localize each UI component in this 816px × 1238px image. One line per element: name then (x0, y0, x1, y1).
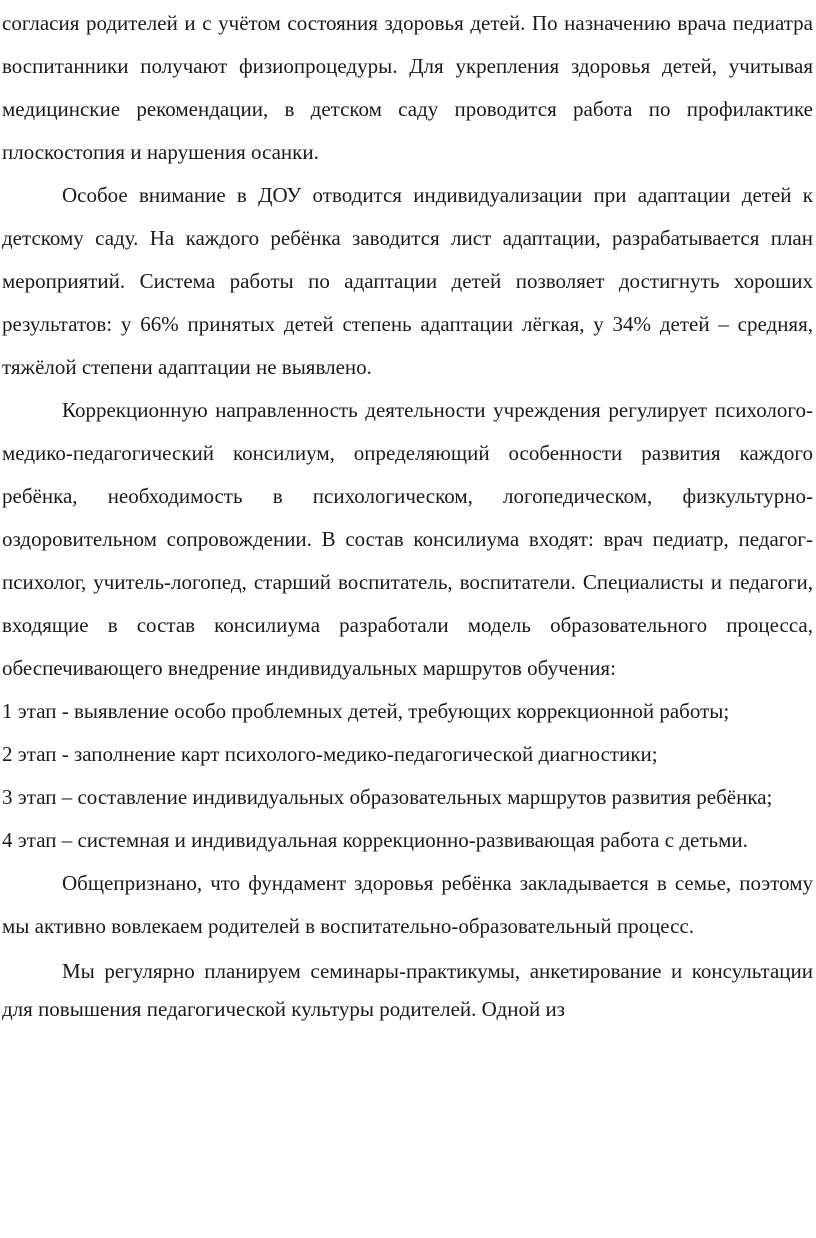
paragraph-seminars: Мы регулярно планируем семинары-практикумы, анкетирование и консультации для повышения педагогической культуры родителей. Одной из (2, 959, 813, 1021)
step-item: 1 этап - выявление особо проблемных детей, требующих коррекционной работы; (2, 699, 730, 723)
paragraph-adaptation: Особое внимание в ДОУ отводится индивидуализации при адаптации детей к детскому саду. На каждого ребёнка заводится лист адаптации, разрабатывается план мероприятий. Система работы по адаптации детей позволяет достигнуть хороших результатов: у 66% принятых детей степень адаптации лёгкая, у 34% детей – средняя, тяжёлой степени адаптации не выявлено. (2, 183, 813, 379)
step-item: 2 этап - заполнение карт психолого-медико-педагогической диагностики; (2, 742, 658, 766)
step-item: 4 этап – системная и индивидуальная коррекционно-развивающая работа с детьми. (2, 828, 748, 852)
paragraph-family: Общепризнано, что фундамент здоровья ребёнка закладывается в семье, поэтому мы активно вовлекаем родителей в воспитательно-образовательный процесс. (2, 871, 813, 938)
step-item: 3 этап – составление индивидуальных образовательных маршрутов развития ребёнка; (2, 785, 773, 809)
paragraph-consilium: Коррекционную направленность деятельности учреждения регулирует психолого-медико-педагогический консилиум, определяющий особенности развития каждого ребёнка, необходимость в психологическом, логопедическом, физкультурно-оздоровительном сопровождении. В состав консилиума входят: врач педиатр, педагог-психолог, учитель-логопед, старший воспитатель, воспитатели. Специалисты и педагоги, входящие в состав консилиума разработали модель образовательного процесса, обеспечивающего внедрение индивидуальных маршрутов обучения: (2, 398, 813, 680)
paragraph-health: согласия родителей и с учётом состояния здоровья детей. По назначению врача педиатра воспитанники получают физиопроцедуры. Для укрепления здоровья детей, учитывая медицинские рекомендации, в детском саду проводится работа по профилактике плоскостопия и нарушения осанки. (2, 11, 813, 164)
steps-list (2, 690, 813, 862)
